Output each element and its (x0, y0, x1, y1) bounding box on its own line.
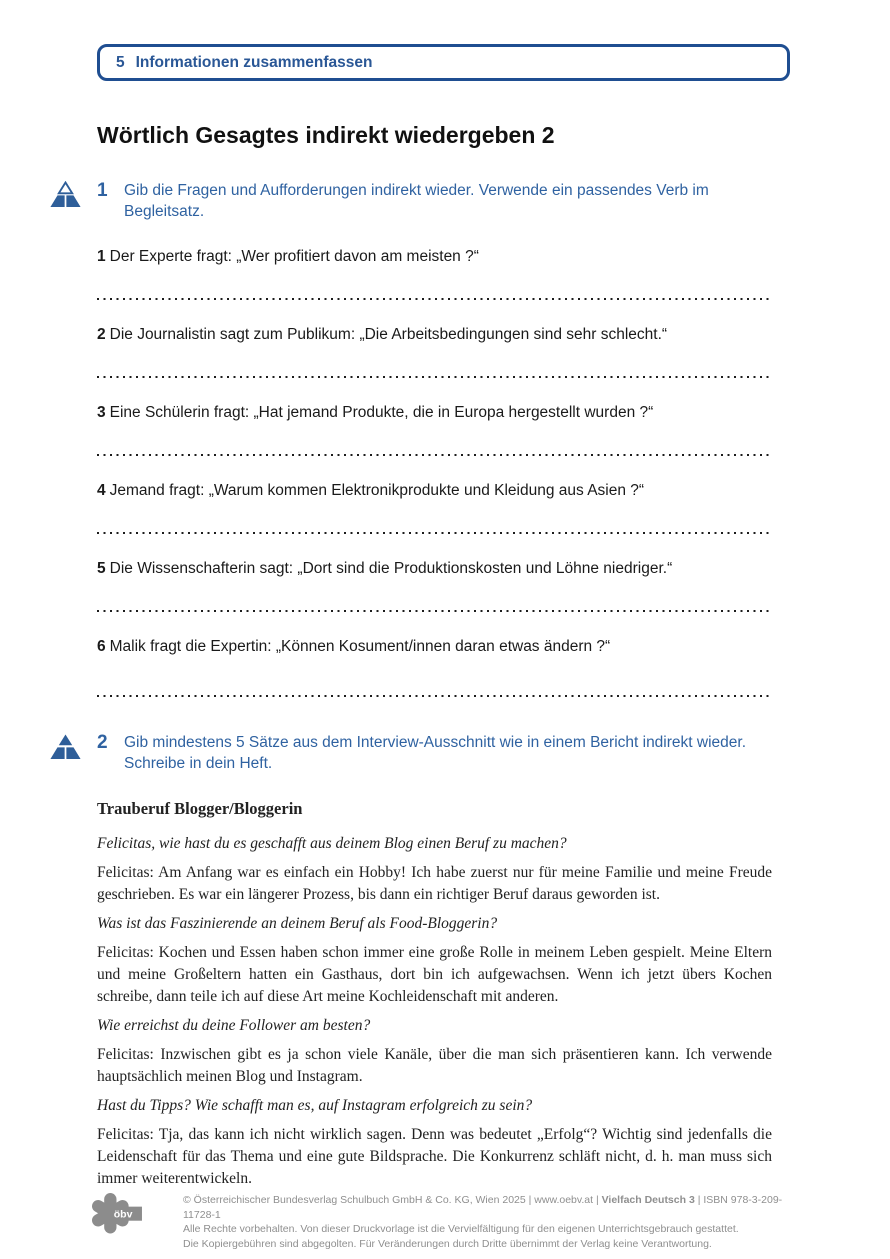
item-number: 4 (97, 482, 106, 499)
answer-line-6 (97, 694, 772, 697)
footer-line-2: Alle Rechte vorbehalten. Von dieser Druckvorlage ist die Vervielfältigung für den eigenen Unterrichtsgebrauch gestattet. (183, 1223, 739, 1235)
answer-line-3 (97, 453, 772, 456)
exercise-1-instruction: Gib die Fragen und Aufforderungen indirekt wieder. Verwende ein passendes Verb im Begleitsatz. (124, 182, 709, 220)
page-footer (91, 1186, 783, 1251)
item-number: 2 (97, 326, 106, 343)
difficulty-pyramid-icon (50, 733, 81, 761)
unit-title: Informationen zusammenfassen (135, 53, 373, 71)
sentence-item-6 (97, 637, 772, 657)
sentence-item-2 (97, 325, 772, 345)
content-column (97, 180, 772, 1190)
interview-heading: Trauberuf Blogger/Bloggerin (97, 799, 303, 818)
item-text: Die Wissenschafterin sagt: „Dort sind die Produktionskosten und Löhne niedriger.“ (109, 560, 673, 577)
interview-question: Hast du Tipps? Wie schafft man es, auf Instagram erfolgreich zu sein? (97, 1097, 533, 1114)
interview-answer: Felicitas: Kochen und Essen haben schon immer eine große Rolle in meinem Leben gespielt. Meine Eltern und meine Großeltern hatten ein Gasthaus, dort bin ich aufgewachsen. Wenn ich jetzt übers Kochen schreibe, dann teile ich auf diese Art meine Kochleidenschaft mit anderen. (97, 944, 772, 1005)
item-text: Malik fragt die Expertin: „Können Kosument/innen daran etwas ändern ?“ (109, 638, 611, 655)
book-title: Vielfach Deutsch 3 (601, 1194, 695, 1206)
exercise-2-instruction: Gib mindestens 5 Sätze aus dem Interview-Ausschnitt wie in einem Bericht indirekt wieder. Schreibe in dein Heft. (124, 734, 747, 772)
interview-answer: Felicitas: Inzwischen gibt es ja schon viele Kanäle, über die man sich präsentieren kann. Ich verwende hauptsächlich meinen Blog und Instagram. (97, 1046, 772, 1085)
interview-question: Was ist das Faszinierende an deinem Beruf als Food-Bloggerin? (97, 915, 498, 932)
interview-answer: Felicitas: Tja, das kann ich nicht wirklich sagen. Denn was bedeutet „Erfolg“? Wichtig sind jedenfalls die Leidenschaft für das Thema und eine gute Bildsprache. Die Konkurrenz schläft nicht, d. h. man muss sich immer weiterentwickeln. (97, 1126, 772, 1187)
interview-question: Felicitas, wie hast du es geschafft aus deinem Blog einen Beruf zu machen? (97, 835, 567, 852)
difficulty-pyramid-icon (50, 181, 81, 209)
exercise-1-number: 1 (97, 180, 108, 201)
page-title: Wörtlich Gesagtes indirekt wiedergeben 2 (97, 122, 555, 148)
answer-line-2 (97, 375, 772, 378)
item-number: 3 (97, 404, 106, 421)
exercise-1-header (97, 180, 772, 222)
footer-line-1: © Österreichischer Bundesverlag Schulbuch GmbH & Co. KG, Wien 2025 | www.oebv.at | Vielfach Deutsch 3 | ISBN 978-3-209-11728-1 (183, 1194, 783, 1221)
interview-text (97, 798, 772, 1190)
footer-line-3: Die Kopiergebühren sind abgegolten. Für Veränderungen durch Dritte übernimmt der Verlag keine Verantwortung. (183, 1237, 712, 1250)
sentence-item-3 (97, 403, 772, 423)
item-number: 6 (97, 638, 106, 655)
item-text: Der Experte fragt: „Wer profitiert davon am meisten ?“ (109, 248, 479, 265)
unit-header-box (97, 44, 790, 81)
svg-text:öbv: öbv (113, 1208, 133, 1221)
answer-line-5 (97, 609, 772, 612)
item-number: 1 (97, 248, 106, 265)
unit-number: 5 (116, 53, 125, 71)
item-number: 5 (97, 560, 106, 577)
footer-legal-text (183, 1193, 783, 1251)
exercise-2-header (97, 732, 772, 774)
item-text: Jemand fragt: „Warum kommen Elektronikprodukte und Kleidung aus Asien ?“ (109, 482, 645, 499)
oebv-logo-icon (91, 1186, 149, 1244)
interview-question: Wie erreichst du deine Follower am besten? (97, 1017, 371, 1034)
item-text: Die Journalistin sagt zum Publikum: „Die Arbeitsbedingungen sind sehr schlecht.“ (109, 326, 668, 343)
sentence-item-1 (97, 247, 772, 267)
exercise-2-number: 2 (97, 732, 108, 753)
interview-answer: Felicitas: Am Anfang war es einfach ein Hobby! Ich habe zuerst nur für meine Familie und meine Freude geschrieben. Es war ein längerer Prozess, bis dann ein richtiger Beruf daraus geworden ist. (97, 864, 772, 903)
sentence-item-4 (97, 481, 772, 501)
item-text: Eine Schülerin fragt: „Hat jemand Produkte, die in Europa hergestellt wurden ?“ (109, 404, 654, 421)
answer-line-4 (97, 531, 772, 534)
answer-line-1 (97, 297, 772, 300)
sentence-item-5 (97, 559, 772, 579)
